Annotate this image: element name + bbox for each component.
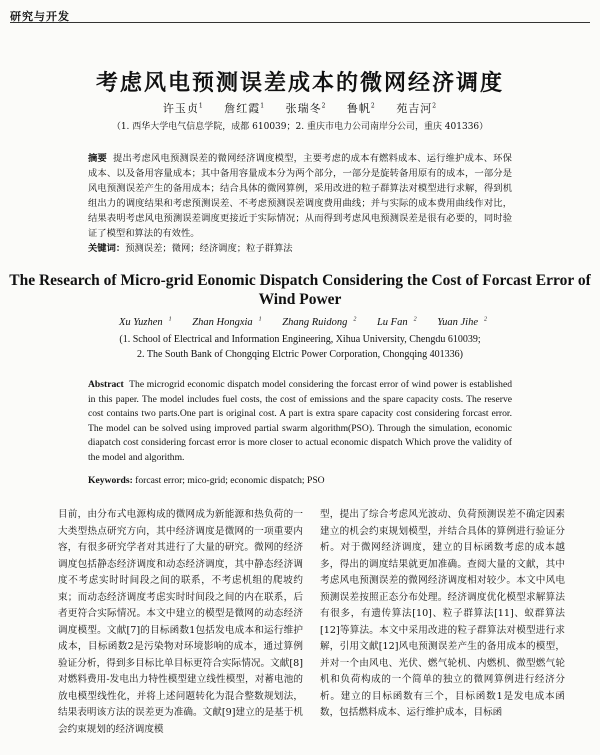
affiliation-cn: （1. 西华大学电气信息学院，成都 610039；2. 重庆市电力公司南岸分公司，重庆 401336）	[111, 122, 489, 132]
keywords-en-label: Keywords:	[88, 475, 133, 486]
keywords-cn-text: 预测误差；微网；经济调度；粒子群算法	[125, 243, 293, 254]
abstract-en-label: Abstract	[88, 379, 124, 390]
authors-en	[0, 316, 600, 328]
body-column-right: 型，提出了综合考虑风光波动、负荷预测误差不确定因素建立的机会约束规划模型，并结合具体的算例进行验证分析。对于微网经济调度，建立的目标函数考虑的成本越多，得出的调度结果就更加准确。查阅大量的文献，其中考虑风电预测误差的微网经济调度相对较少。本文中风电预测误差按照正态分布处理。经济调度优化模型求解算法有很多，有遗传算法[10]、粒子群算法[11]、蚁群算法[12]等算法。本文中采用改进的粒子群算法对模型进行求解，引用文献[12]风电预测误差产生的备用成本的模型，并对一个由风电、光伏、燃气轮机、内燃机、微型燃气轮机和负荷构成的一个简单的独立的微网算例进行经济分析。建立的目标函数有三个，目标函数1是发电成本函数，包括燃料成本、运行维护成本，目标函	[320, 509, 565, 718]
author-cn: 张瑞冬$^2$	[285, 102, 327, 115]
title-cn: 考虑风电预测误差成本的微网经济调度	[95, 71, 504, 96]
authors-cn	[0, 100, 600, 116]
affiliation-en	[0, 332, 600, 362]
author-cn: 詹红霞$^1$	[224, 102, 266, 115]
author-en: Yuan Jihe $^2$	[437, 316, 487, 328]
author-en: Zhan Hongxia $^1$	[192, 316, 262, 328]
header-rule	[10, 22, 590, 23]
author-en: Xu Yuzhen $^1$	[119, 316, 172, 328]
keywords-en	[88, 475, 325, 486]
affiliation-en-line-2: 2. The South Bank of Chongqing Elctric Power Corporation, Chongqing 401336)	[137, 349, 463, 360]
abstract-cn-label: 摘要	[88, 153, 108, 164]
body-column-left: 目前，由分布式电源构成的微网成为新能源和热负荷的一大类型热点研究方向，其中经济调度是微网的一项重要内容，有很多研究学者对其进行了大量的研究。微网的经济调度包括静态经济调度和动态经济调度，其中静态经济调度不考虑实时时间段之间的联系，不考虑机组的爬坡约束；而动态经济调度考虑实时时间段之间的内在联系，后者更符合实际情况。本文中建立的模型是微网的动态经济调度模型。文献[7]的目标函数1包括发电成本和运行维护成本，目标函数2是污染物对环境影响的成本，通过算例验证分析，得到多目标比单目标更符合实际情况。文献[8]对燃料费用-发电出力特性模型建立线性模型，对蓄电池的放电模型线性化，并将上述问题转化为混合整数规划法，结果表明该方法的误差更为准确。文献[9]建立的是基于机会约束规划的经济调度模	[58, 509, 303, 735]
affiliation-en-line-1: (1. School of Electrical and Information Engineering, Xihua University, Chengdu 610039;	[119, 334, 481, 345]
author-cn: 苑吉河$^2$	[396, 102, 438, 115]
title-en: The Research of Micro-grid Eonomic Dispatch Considering the Cost of Forcast Error of Wind Power	[9, 272, 591, 308]
section-header: 研究与开发	[10, 10, 70, 23]
abstract-en	[88, 378, 512, 465]
keywords-en-text: forcast error; mico-grid; economic dispatch; PSO	[135, 475, 325, 486]
keywords-cn	[88, 240, 293, 254]
author-en: Zhang Ruidong $^2$	[282, 316, 357, 328]
keywords-cn-label: 关键词：	[88, 243, 126, 254]
author-cn: 许玉贞$^1$	[162, 102, 204, 115]
author-en: Lu Fan $^2$	[376, 316, 417, 328]
abstract-en-text: The microgrid economic dispatch model considering the forcast error of wind power is established in this paper. The model includes fuel costs, the cost of emissions and the spare capacity costs. The reserve cost contains two parts.One part is original cost. A part is extra spare capacity cost considering forcast error. The model can be solved using improved partial swarm algorithm(PSO). Through the simulation, economic diapatch cost considering forcast error is more closer to actual economic dispatch Which prove the validity of the model and algorithm.	[88, 379, 512, 463]
abstract-cn-text: 提出考虑风电预测误差的微网经济调度模型，主要考虑的成本有燃料成本、运行维护成本、环保成本、以及备用容量成本；其中备用容量成本分为两个部分，一部分是旋转备用原有的成本，一部分是风电预测误差产生的备用成本；结合具体的微网算例，采用改进的粒子群算法对模型进行求解，得到机组出力的调度结果和考虑预测误差、不考虑预测误差调度费用曲线；并与实际的成本费用曲线作对比，结果表明考虑风电预测误差调度更接近于实际情况；从而得到考虑风电预测误差是很有必要的，同时验证了模型和算法的有效性。	[88, 153, 512, 239]
abstract-cn	[88, 151, 512, 241]
author-cn: 鲁帆$^2$	[346, 102, 376, 115]
